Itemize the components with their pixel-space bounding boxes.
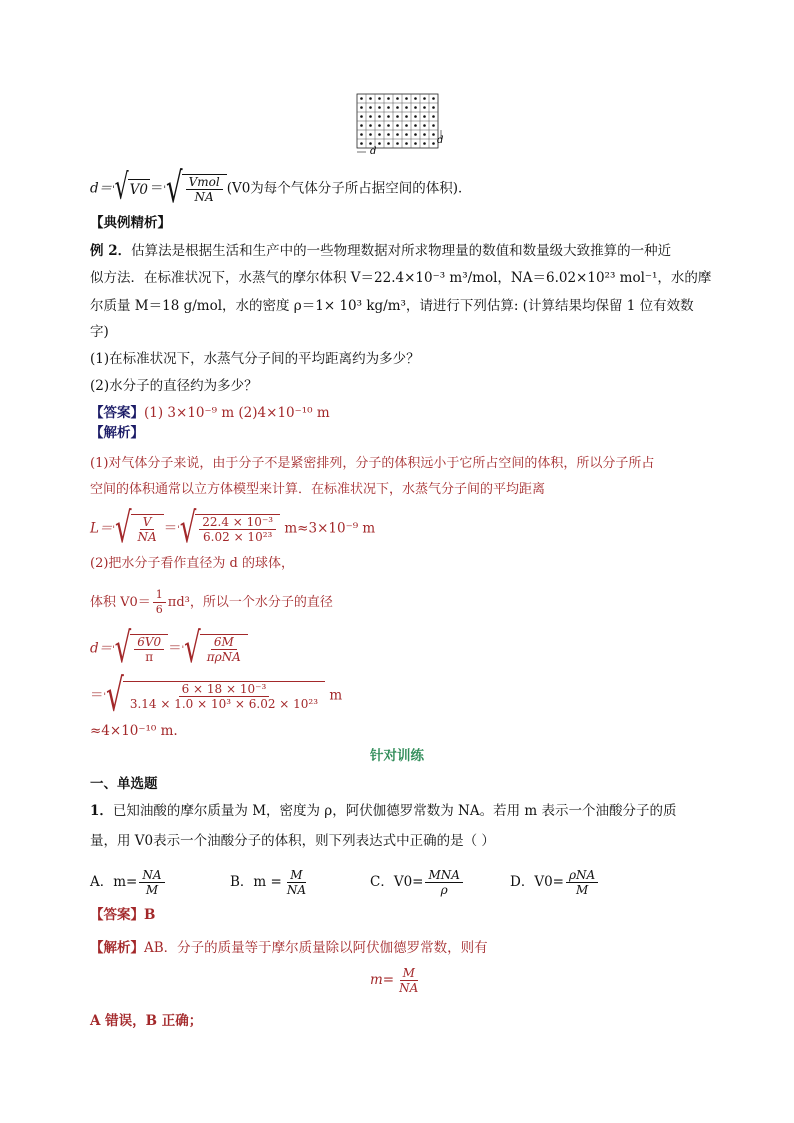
molecule-dot [360,97,363,100]
molecule-dot [387,142,390,145]
formula-m [370,966,423,995]
analysis2-conclusion: A 错误，B 正确； [90,1013,203,1029]
grid-label-d-bottom: d [370,146,377,156]
molecule-dot [369,124,372,127]
formula-eq: ＝ [150,180,164,197]
molecule-dot [432,97,435,100]
molecule-dot [405,106,408,109]
molecule-dot [387,106,390,109]
formula-d-prefix: d＝ [90,180,113,197]
molecule-dot [396,106,399,109]
analysis1-p1a: (1)对气体分子来说，由于分子不是紧密排列，分子的体积远小于它所占空间的体积，所以分子所占 [90,456,655,471]
molecule-dot [378,124,381,127]
vol-frac-num: 1 [153,588,166,603]
molecule-dot [387,133,390,136]
molecule-dot [360,106,363,109]
option-a-den: M [145,883,159,897]
example2-label: 例 2． [90,243,132,259]
molecule-dot [396,124,399,127]
option-a-label: A．m= [90,874,138,890]
calc-prefix: ＝ [90,687,104,704]
d-frac1-num: 6V0 [137,635,162,649]
section-practice-title: 针对训练 [370,748,424,764]
vol-prefix: 体积 V0＝ [90,595,151,610]
option-c-num: MNA [428,868,460,882]
analysis1-p2: (2)把水分子看作直径为 d 的球体， [90,556,295,571]
molecule-dot [423,97,426,100]
L-frac1-den: NA [137,530,157,544]
answer2-tag: 【答案】 [90,907,144,923]
analysis1-result: ≈4×10⁻¹⁰ m. [90,723,178,739]
L-frac1-num: V [142,515,152,529]
option-d-num: ρNA [568,868,596,882]
molecule-dot [396,97,399,100]
analysis1-tag: 【解析】 [90,425,144,441]
q1-option-c[interactable] [370,868,465,897]
molecule-dot [360,133,363,136]
molecule-dot [369,115,372,118]
d-eq: ＝ [168,640,182,657]
molecule-dot [369,106,372,109]
molecule-dot [414,142,417,145]
d-frac2-den: πρNA [206,650,241,664]
molecule-dot [423,106,426,109]
molecule-dot [369,142,372,145]
example2-line1 [90,241,671,261]
example2-text1: 估算法是根据生活和生产中的一些物理数据对所求物理量的数值和数量级大致推算的一种近 [131,243,672,259]
grid-label-d-right: d [437,135,444,146]
L-suffix: m≈3×10⁻⁹ m [280,520,376,537]
molecule-dot [396,142,399,145]
formula-gas-distance: d＝' √ V0 ＝' √ $\frac{\text{Vmol}}{NA}$ (V0为每个气体分子所占据空间的体积)． [90,165,472,213]
molecule-dot [405,97,408,100]
molecule-dot [369,133,372,136]
q1-option-d[interactable] [510,868,600,897]
molecule-dot [423,115,426,118]
option-b-label: B．m = [230,874,282,890]
option-d-den: M [575,883,589,897]
L-frac2-den: 6.02 × 10²³ [203,530,273,544]
formula-d-water: d＝' √ $\frac{6V0}{\pi}$ ＝' √ $\frac{6M}{\text{πρNA}}$ [90,634,248,664]
part-one-heading: 一、单选题 [90,776,158,792]
section-example-title: 【典例精析】 [90,215,171,231]
molecule-dot [432,133,435,136]
example2-line3: 尔质量 M＝18 g/mol，水的密度 ρ＝1× 10³ kg/m³，请进行下列估算: (计算结果均保留 1 位有效数 [90,298,694,314]
molecule-dot [360,115,363,118]
option-c-label: C．V0= [370,874,424,890]
molecule-dot [360,124,363,127]
calc-suffix: m [325,687,343,704]
molecule-dot [396,133,399,136]
molecule-dot [432,142,435,145]
q1-line1 [90,801,676,821]
q1-line2: 量，用 V0表示一个油酸分子的体积，则下列表达式中正确的是（ ） [90,833,495,849]
formula-L: L＝' √ $\frac{V}{NA}$ ＝' √ $\frac{\text{22.4 × 10⁻³}}{\text{6.02 × 10²³}}$ m≈3×10⁻⁹ m [90,505,376,553]
calc-den: 3.14 × 1.0 × 10³ × 6.02 × 10²³ [129,697,319,711]
molecule-dot [369,97,372,100]
vol-suffix: πd³，所以一个水分子的直径 [167,595,333,610]
molecule-dot [414,106,417,109]
radical-v0: √ V0 [114,168,149,209]
molecule-dot [405,142,408,145]
molecule-dot [387,97,390,100]
answer2 [90,905,155,925]
q1-text1: 已知油酸的摩尔质量为 M，密度为 ρ，阿伏伽德罗常数为 NA。若用 m 表示一个油酸分子的质 [112,803,677,819]
m-den: NA [399,981,419,995]
molecule-dot [360,142,363,145]
vol-frac-den: 6 [155,603,163,616]
radicand-v0: V0 [129,181,149,198]
m-num: M [402,966,415,980]
molecule-dot [378,142,381,145]
molecule-dot [405,115,408,118]
molecule-dot [378,115,381,118]
analysis2-tag: 【解析】 [90,940,144,956]
molecule-dot [432,106,435,109]
molecule-dot [378,97,381,100]
example2-question1: (1)在标准状况下，水蒸气分子间的平均距离约为多少？ [90,351,420,367]
analysis2-text: AB．分子的质量等于摩尔质量除以阿伏伽德罗常数，则有 [144,940,488,956]
example2-line4: 字) [90,324,109,340]
molecule-dot [432,124,435,127]
molecule-dot [414,115,417,118]
molecule-dot [423,124,426,127]
m-prefix: m= [370,972,395,988]
L-frac2-num: 22.4 × 10⁻³ [199,515,276,530]
molecule-dot [423,142,426,145]
example2-question2: (2)水分子的直径约为多少？ [90,378,258,394]
molecule-dot [414,133,417,136]
molecule-dot [405,124,408,127]
d-prefix: d＝ [90,640,113,657]
molecule-dot [432,115,435,118]
frac-vmol: Vmol [188,175,220,189]
option-a-num: NA [142,868,162,882]
analysis1-p1b: 空间的体积通常以立方体模型来计算．在标准状况下，水蒸气分子间的平均距离 [90,482,546,497]
molecule-dot [378,133,381,136]
q1-option-a[interactable] [90,868,167,897]
analysis2-line [90,938,488,958]
molecule-dot [387,115,390,118]
example2-line2: 似方法．在标准状况下，水蒸气的摩尔体积 V＝22.4×10⁻³ m³/mol，NA＝6.02×10²³ mol⁻¹，水的摩 [90,270,712,286]
formula-calc: ＝' √ $\frac{\text{6 × 18 × 10⁻³}}{\text{3.14 × 1.0 × 10³ × 6.02 × 10²³}}$ m [90,668,343,722]
molecule-dot [414,97,417,100]
molecule-dot [405,133,408,136]
formula-note: (V0为每个气体分子所占据空间的体积)． [226,180,472,197]
q1-option-b[interactable] [230,868,311,897]
molecule-grid-figure [353,92,449,156]
radical-vmol-na: √ $\frac{\text{Vmol}}{NA}$ [166,174,227,204]
option-b-den: NA [286,883,306,897]
answer1-text: (1) 3×10⁻⁹ m (2)4×10⁻¹⁰ m [144,405,330,421]
d-frac2-num: 6M [213,635,234,649]
option-b-num: M [290,868,303,882]
formula-volume [90,588,333,617]
molecule-dot [414,124,417,127]
molecule-dot [396,115,399,118]
L-eq: ＝ [163,520,178,537]
calc-num: 6 × 18 × 10⁻³ [179,682,270,697]
answer1 [90,403,330,423]
d-frac1-den: π [145,650,154,664]
frac-na: NA [194,190,214,204]
answer1-tag: 【答案】 [90,405,144,421]
molecule-dot [423,133,426,136]
molecule-dot [378,106,381,109]
option-c-den: ρ [440,883,448,897]
answer2-text: B [144,907,156,923]
L-prefix: L＝ [90,520,113,537]
option-d-label: D．V0= [510,874,564,890]
q1-number: 1． [90,803,113,819]
molecule-dot [387,124,390,127]
